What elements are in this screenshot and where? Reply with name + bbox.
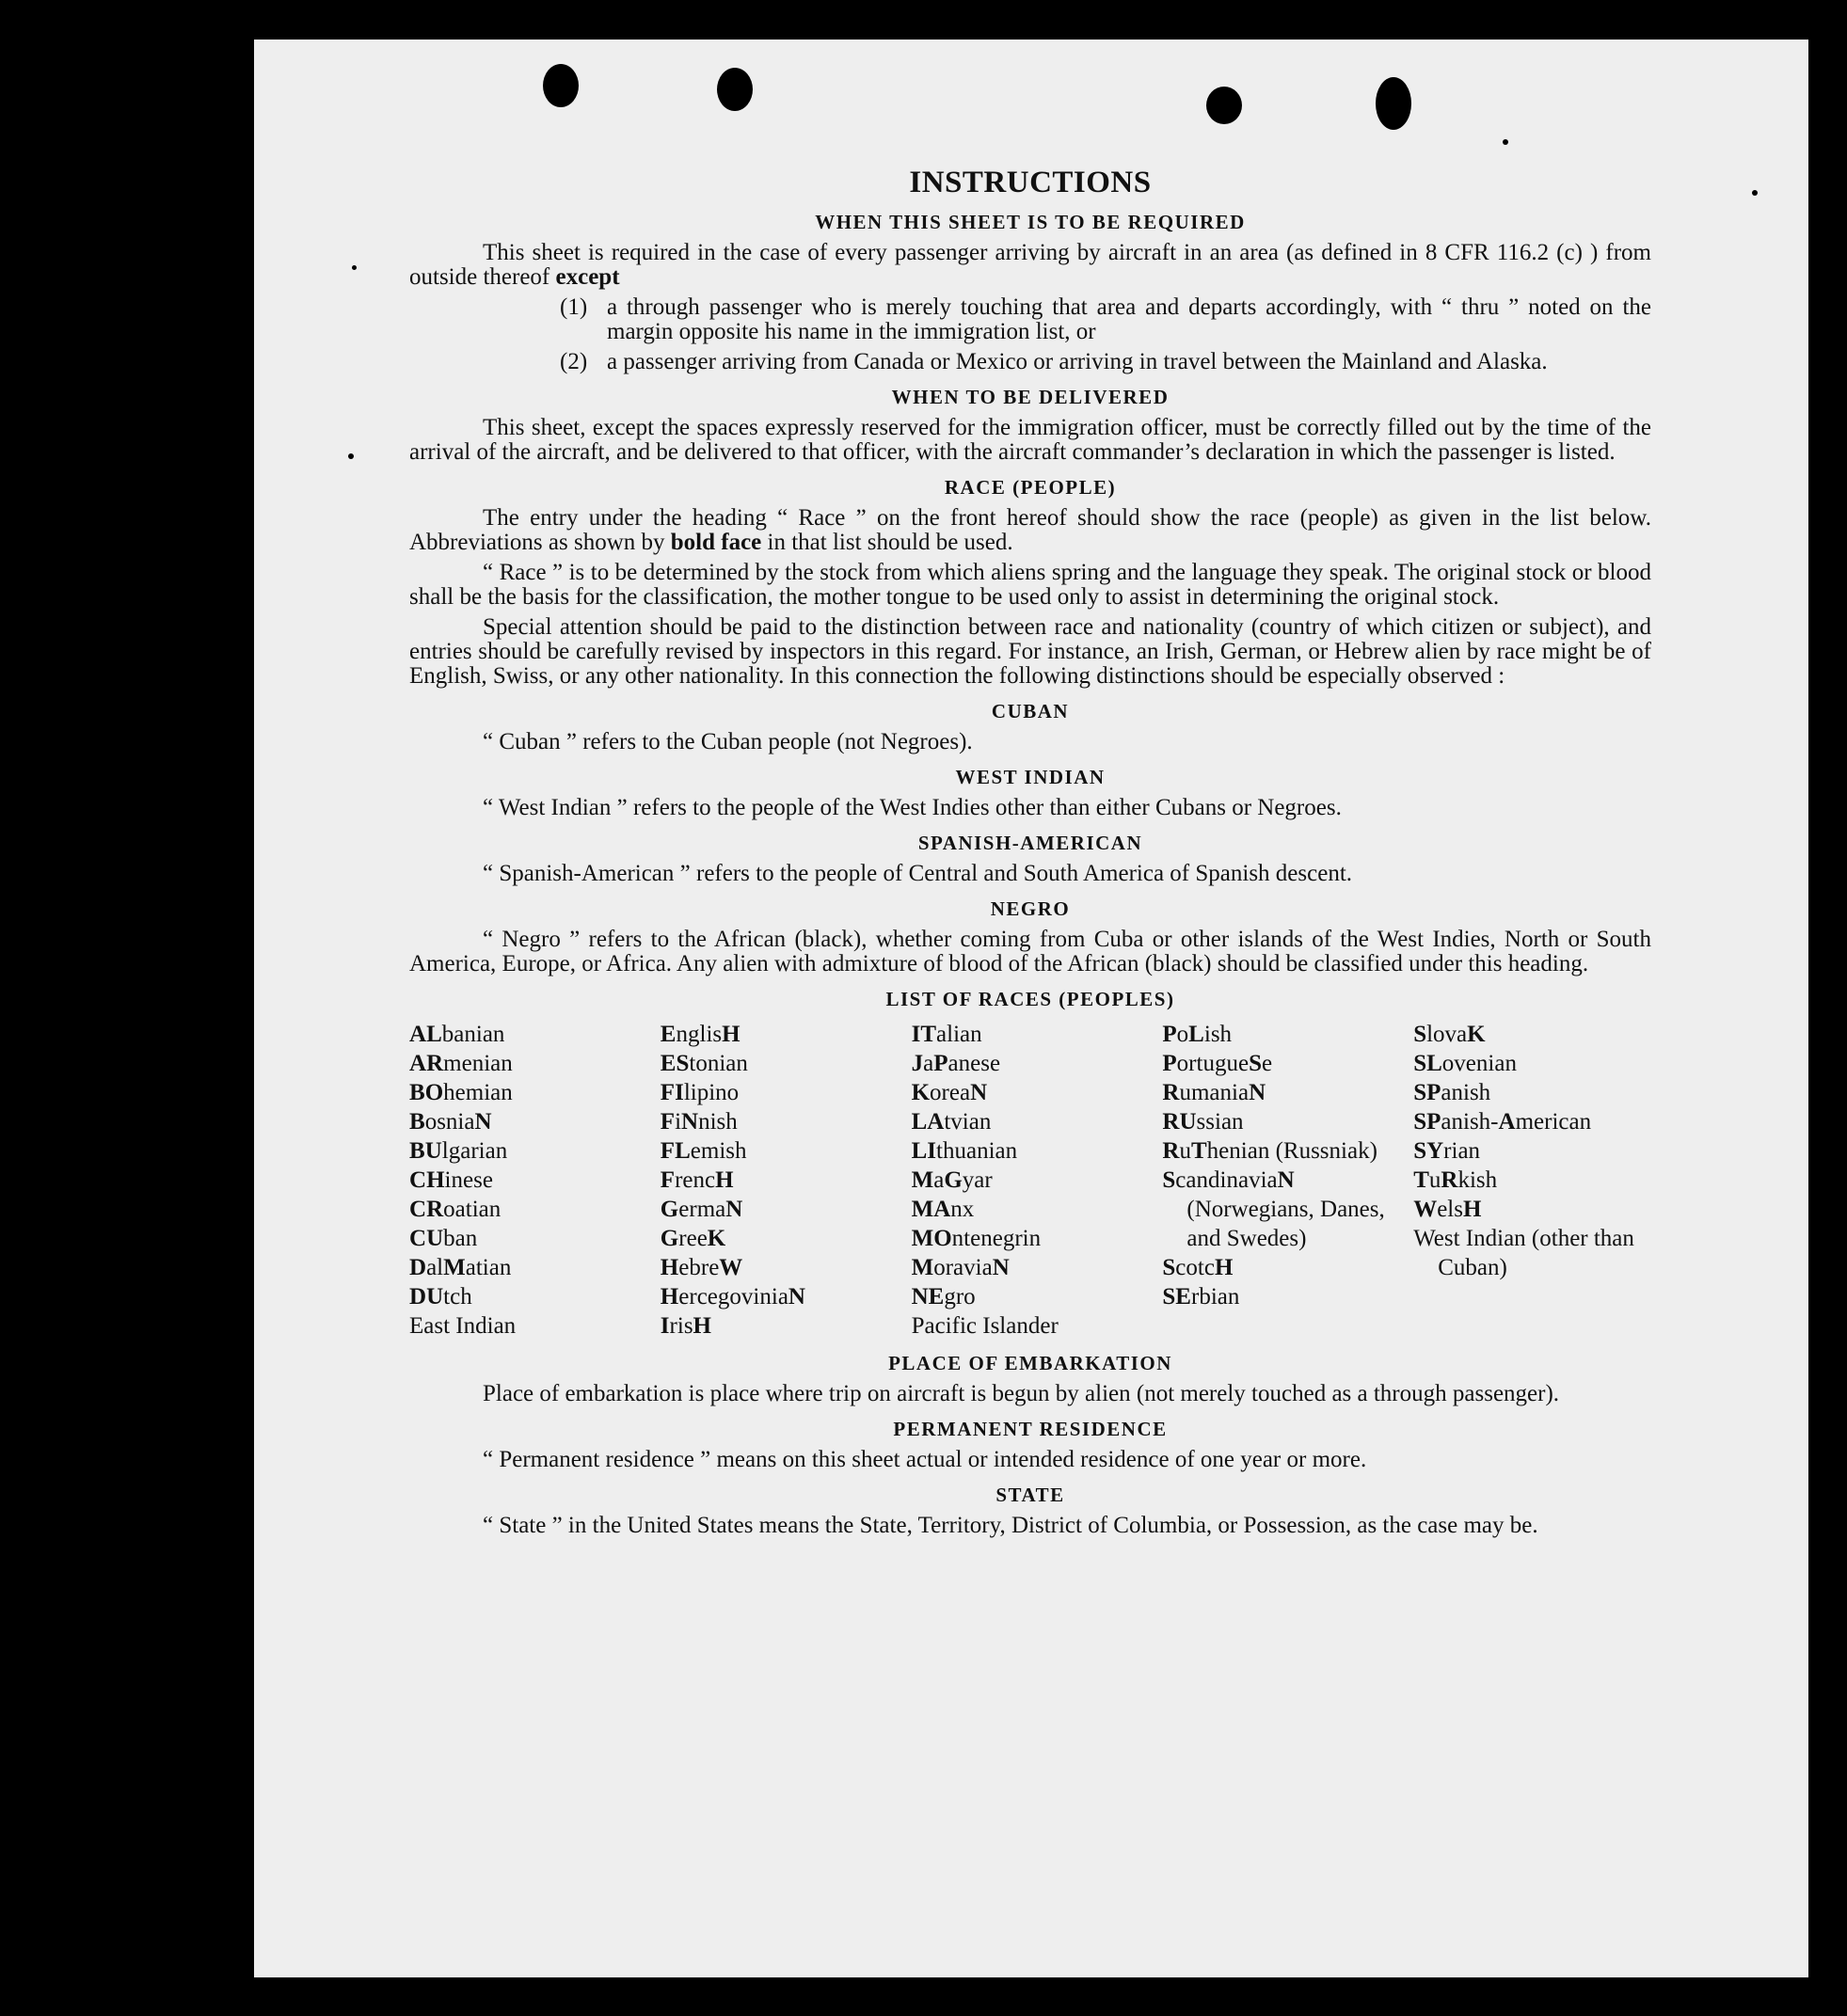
race-entry: CUban — [409, 1226, 478, 1251]
race-entry: LIthuanian — [911, 1138, 1018, 1164]
section-heading: WHEN THIS SHEET IS TO BE REQUIRED — [815, 211, 1246, 233]
section-heading: WHEN TO BE DELIVERED — [891, 386, 1170, 408]
race-entry: BOhemian — [409, 1080, 513, 1105]
race-entry: DUtch — [409, 1284, 472, 1310]
scan-speck — [1752, 190, 1758, 196]
race-entry: West Indian (other than Cuban) — [1413, 1226, 1634, 1280]
race-entry: ARmenian — [409, 1051, 513, 1076]
race-entry: DalMatian — [409, 1255, 512, 1280]
race-column — [1413, 1020, 1651, 1341]
paragraph: Place of embarkation is place where trip on aircraft is begun by alien (not merely touched as a through passenger). — [483, 1381, 1560, 1406]
race-entry: NEgro — [911, 1284, 976, 1310]
race-entry: TuRkish — [1413, 1167, 1498, 1193]
race-entry: SLovenian — [1413, 1051, 1517, 1076]
race-entry: ALbanian — [409, 1022, 505, 1047]
race-entry: GermaN — [660, 1197, 743, 1222]
scan-speck — [1503, 139, 1508, 145]
race-entry: ScandinaviaN (Norwegians, Danes, and Swedes) — [1162, 1167, 1385, 1251]
race-entry: RumaniaN — [1162, 1080, 1266, 1105]
race-entry: FiNnish — [660, 1109, 738, 1135]
paragraph: Special attention should be paid to the distinction between race and nationality (country of which citizen or subject), and entries should be carefully revised by inspectors in this regard. For instance, an Irish, German, or Hebrew alien by race might be of English, Swiss, or any other nationality. In this connection the following distinctions should be especially observed : — [409, 614, 1651, 689]
race-entry: JaPanese — [911, 1051, 1001, 1076]
race-entry: EnglisH — [660, 1022, 740, 1047]
section-heading: CUBAN — [991, 700, 1070, 722]
race-entry: RUssian — [1162, 1109, 1244, 1135]
section-heading: LIST OF RACES (PEOPLES) — [885, 988, 1175, 1010]
paragraph: “ Permanent residence ” means on this sheet actual or intended residence of one year or more. — [483, 1447, 1367, 1472]
scan-speck — [348, 453, 354, 459]
race-entry: MaGyar — [911, 1167, 993, 1193]
instructions-content — [409, 166, 1651, 1544]
page-title: INSTRUCTIONS — [909, 166, 1152, 199]
paragraph: “ State ” in the United States means the State, Territory, District of Columbia, or Possession, as the case may be. — [483, 1513, 1538, 1538]
race-list — [409, 1020, 1651, 1341]
race-entry: SErbian — [1162, 1284, 1240, 1310]
race-entry: WelsH — [1413, 1197, 1482, 1222]
race-entry: MOntenegrin — [911, 1226, 1042, 1251]
paragraph: “ Negro ” refers to the African (black), whether coming from Cuba or other islands of the West Indies, North or South America, Europe, or Africa. Any alien with admixture of blood of the African (black) should be classified under this heading. — [409, 927, 1651, 976]
race-entry: FIlipino — [660, 1080, 740, 1105]
race-entry: GreeK — [660, 1226, 726, 1251]
race-entry: HebreW — [660, 1255, 743, 1280]
list-item: (2) a passenger arriving from Canada or Mexico or arriving in travel between the Mainland and Alaska. — [560, 349, 1548, 374]
race-entry: ITalian — [911, 1022, 982, 1047]
race-entry: PortugueSe — [1162, 1051, 1273, 1076]
paragraph: “ Race ” is to be determined by the stock from which aliens spring and the language they speak. The original stock or blood shall be the basis for the classification, the mother tongue to be used only to assist in determining the original stock. — [409, 560, 1651, 610]
paragraph: “ Cuban ” refers to the Cuban people (not Negroes). — [483, 729, 973, 754]
race-entry: FLemish — [660, 1138, 747, 1164]
race-entry: ScotcH — [1162, 1255, 1234, 1280]
race-entry: IrisH — [660, 1313, 711, 1339]
race-entry: MoraviaN — [911, 1255, 1010, 1280]
race-column — [1162, 1020, 1400, 1341]
paragraph: “ West Indian ” refers to the people of the West Indies other than either Cubans or Negroes. — [483, 795, 1342, 820]
race-column — [409, 1020, 647, 1341]
race-entry: KoreaN — [911, 1080, 988, 1105]
section-heading: NEGRO — [990, 897, 1071, 920]
section-heading: SPANISH-AMERICAN — [917, 832, 1143, 854]
scan-speck — [352, 265, 357, 270]
section-heading: PLACE OF EMBARKATION — [888, 1352, 1172, 1374]
punch-hole — [1376, 77, 1411, 130]
race-entry: EStonian — [660, 1051, 748, 1076]
paragraph: This sheet is required in the case of every passenger arriving by aircraft in an area (as defined in 8 CFR 116.2 (c) ) from outside thereof except — [409, 240, 1651, 290]
race-column — [661, 1020, 899, 1341]
race-entry: RuThenian (Russniak) — [1162, 1138, 1377, 1164]
section-heading: STATE — [995, 1484, 1065, 1506]
punch-hole — [717, 68, 753, 111]
section-heading: WEST INDIAN — [955, 766, 1106, 788]
section-heading: PERMANENT RESIDENCE — [893, 1418, 1168, 1440]
race-entry: LAtvian — [911, 1109, 992, 1135]
race-entry: HercegoviniaN — [660, 1284, 805, 1310]
section-heading: RACE (PEOPLE) — [944, 476, 1117, 499]
race-entry: Pacific Islander — [911, 1313, 1059, 1339]
race-column — [912, 1020, 1150, 1341]
race-entry: East Indian — [409, 1313, 517, 1339]
race-entry: PoLish — [1162, 1022, 1233, 1047]
race-entry: BUlgarian — [409, 1138, 508, 1164]
punch-hole — [1206, 87, 1242, 124]
race-entry: SlovaK — [1413, 1022, 1486, 1047]
race-entry: MAnx — [911, 1197, 975, 1222]
list-item: (1) a through passenger who is merely touching that area and departs accordingly, with “ thru ” noted on the margin opposite his name in the immigration list, or — [560, 294, 1651, 344]
punch-hole — [543, 64, 579, 107]
paragraph: This sheet, except the spaces expressly reserved for the immigration officer, must be correctly filled out by the time of the arrival of the aircraft, and be delivered to that officer, with the aircraft commander’s declaration in which the passenger is listed. — [409, 415, 1651, 465]
race-entry: SPanish-American — [1413, 1109, 1592, 1135]
race-entry: CRoatian — [409, 1197, 502, 1222]
race-entry: BosniaN — [409, 1109, 492, 1135]
race-entry: SYrian — [1413, 1138, 1481, 1164]
race-entry: CHinese — [409, 1167, 493, 1193]
paragraph: The entry under the heading “ Race ” on the front hereof should show the race (people) as given in the list below. Abbreviations as shown by bold face in that list should be used. — [409, 505, 1651, 555]
paragraph: “ Spanish-American ” refers to the people of Central and South America of Spanish descent. — [483, 861, 1353, 886]
race-entry: SPanish — [1413, 1080, 1491, 1105]
race-entry: FrencH — [660, 1167, 734, 1193]
